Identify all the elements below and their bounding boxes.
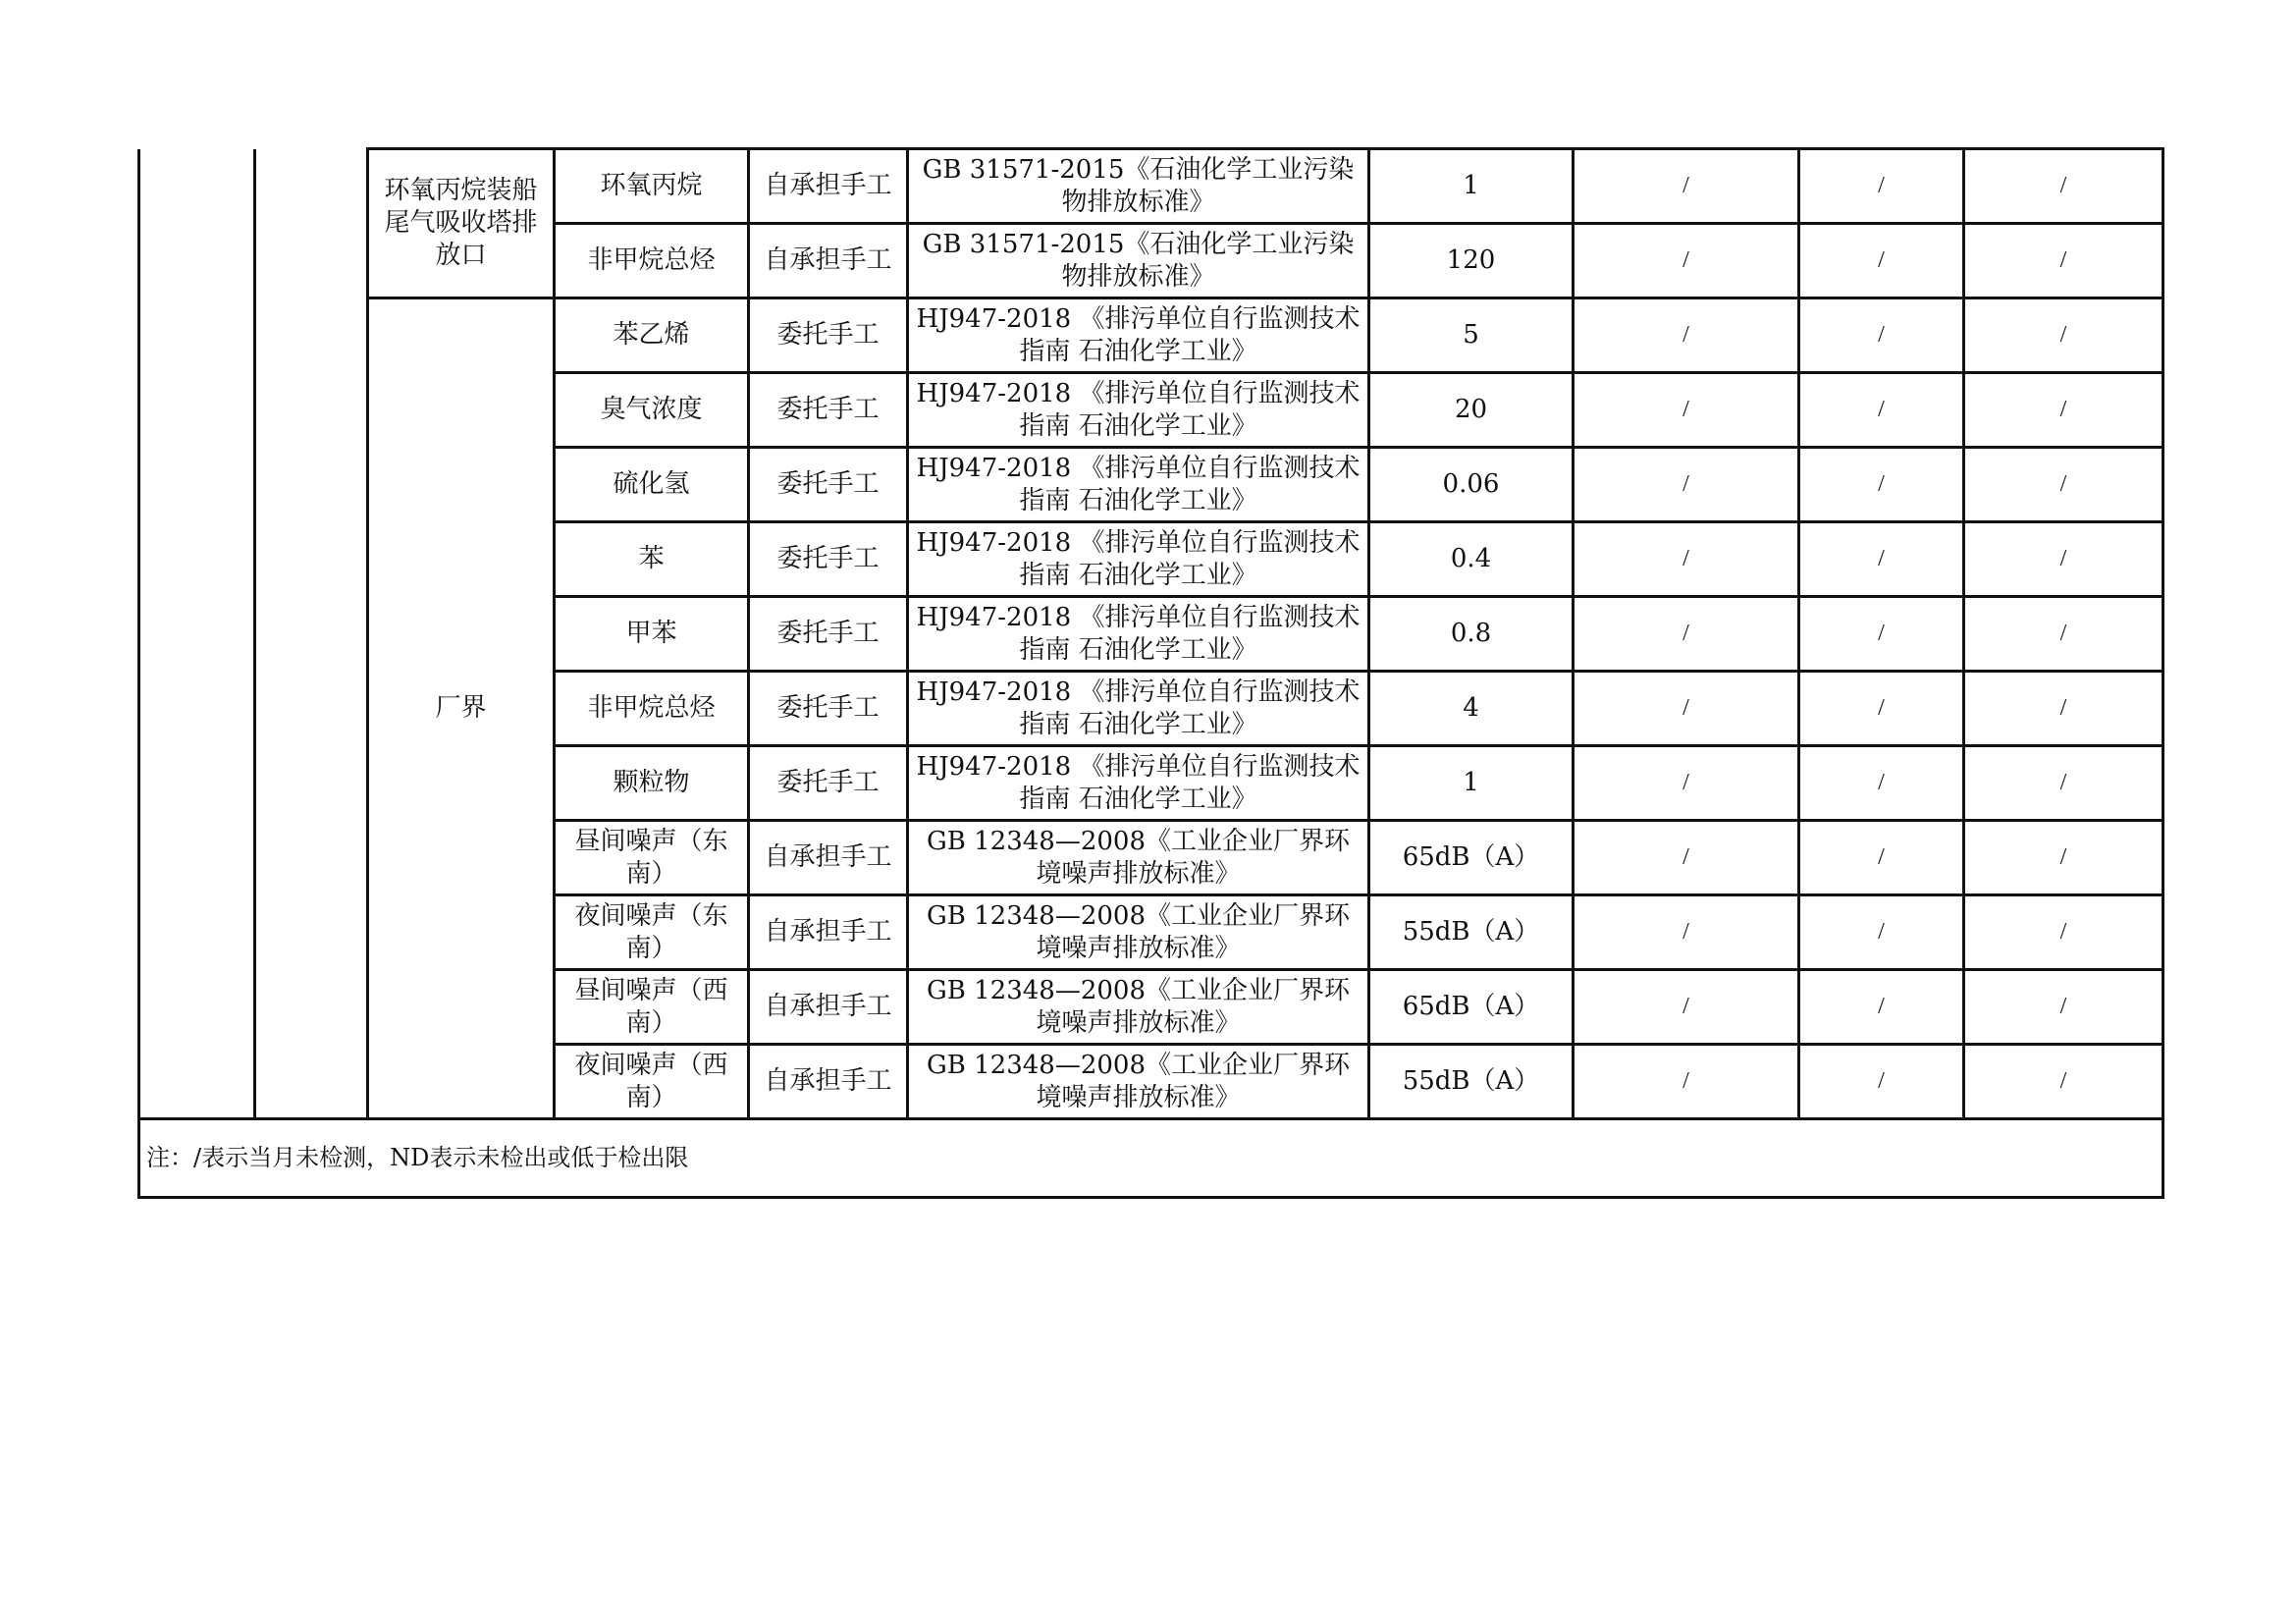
limit-value-cell: 55dB（A）: [1369, 1045, 1574, 1119]
monitoring-method-cell: 自承担手工: [749, 224, 908, 298]
result-cell: /: [1964, 522, 2163, 597]
pollutant-item-cell: 苯: [555, 522, 749, 597]
result-cell: /: [1799, 448, 1964, 522]
standard-reference-cell: GB 12348—2008《工业企业厂界环境噪声排放标准》: [908, 970, 1369, 1045]
result-cell: /: [1799, 1045, 1964, 1119]
standard-reference-cell: GB 12348—2008《工业企业厂界环境噪声排放标准》: [908, 895, 1369, 970]
result-cell: /: [1799, 522, 1964, 597]
pollutant-item-cell: 昼间噪声（西南）: [555, 970, 749, 1045]
monitoring-method-cell: 委托手工: [749, 746, 908, 821]
monitoring-method-cell: 自承担手工: [749, 895, 908, 970]
table-body: [139, 149, 2163, 1198]
pollutant-item-cell: 甲苯: [555, 597, 749, 672]
standard-reference-cell: HJ947-2018 《排污单位自行监测技术指南 石油化学工业》: [908, 672, 1369, 746]
result-cell: /: [1799, 149, 1964, 224]
result-cell: /: [1964, 448, 2163, 522]
result-cell: /: [1574, 373, 1799, 448]
result-cell: /: [1799, 373, 1964, 448]
limit-value-cell: 55dB（A）: [1369, 895, 1574, 970]
result-cell: /: [1574, 1045, 1799, 1119]
result-cell: /: [1574, 224, 1799, 298]
standard-reference-cell: GB 12348—2008《工业企业厂界环境噪声排放标准》: [908, 1045, 1369, 1119]
result-cell: /: [1574, 149, 1799, 224]
standard-reference-cell: HJ947-2018 《排污单位自行监测技术指南 石油化学工业》: [908, 373, 1369, 448]
monitoring-table: [137, 147, 2164, 1199]
monitoring-method-cell: 委托手工: [749, 298, 908, 373]
table-row: [139, 149, 2163, 224]
standard-reference-cell: HJ947-2018 《排污单位自行监测技术指南 石油化学工业》: [908, 298, 1369, 373]
monitoring-method-cell: 委托手工: [749, 522, 908, 597]
result-cell: /: [1964, 895, 2163, 970]
pollutant-item-cell: 硫化氢: [555, 448, 749, 522]
result-cell: /: [1574, 448, 1799, 522]
limit-value-cell: 20: [1369, 373, 1574, 448]
result-cell: /: [1574, 746, 1799, 821]
monitoring-point-cell: 环氧丙烷装船尾气吸收塔排放口: [368, 149, 555, 298]
monitoring-method-cell: 委托手工: [749, 672, 908, 746]
result-cell: /: [1964, 1045, 2163, 1119]
result-cell: /: [1799, 746, 1964, 821]
result-cell: /: [1964, 970, 2163, 1045]
standard-reference-cell: HJ947-2018 《排污单位自行监测技术指南 石油化学工业》: [908, 597, 1369, 672]
pollutant-item-cell: 非甲烷总烃: [555, 672, 749, 746]
result-cell: /: [1574, 597, 1799, 672]
result-cell: /: [1574, 522, 1799, 597]
limit-value-cell: 65dB（A）: [1369, 821, 1574, 895]
monitoring-method-cell: 委托手工: [749, 597, 908, 672]
result-cell: /: [1964, 149, 2163, 224]
table-row: [139, 298, 2163, 373]
pollutant-item-cell: 苯乙烯: [555, 298, 749, 373]
limit-value-cell: 0.06: [1369, 448, 1574, 522]
result-cell: /: [1574, 298, 1799, 373]
pollutant-item-cell: 环氧丙烷: [555, 149, 749, 224]
note-row: [139, 1119, 2163, 1198]
standard-reference-cell: HJ947-2018 《排污单位自行监测技术指南 石油化学工业》: [908, 746, 1369, 821]
result-cell: /: [1574, 970, 1799, 1045]
result-cell: /: [1799, 298, 1964, 373]
limit-value-cell: 0.8: [1369, 597, 1574, 672]
result-cell: /: [1574, 672, 1799, 746]
pollutant-item-cell: 夜间噪声（西南）: [555, 1045, 749, 1119]
result-cell: /: [1799, 895, 1964, 970]
limit-value-cell: 1: [1369, 149, 1574, 224]
result-cell: /: [1964, 298, 2163, 373]
result-cell: /: [1964, 224, 2163, 298]
result-cell: /: [1799, 970, 1964, 1045]
limit-value-cell: 0.4: [1369, 522, 1574, 597]
pollutant-item-cell: 非甲烷总烃: [555, 224, 749, 298]
result-cell: /: [1799, 224, 1964, 298]
limit-value-cell: 5: [1369, 298, 1574, 373]
result-cell: /: [1799, 672, 1964, 746]
pollutant-item-cell: 臭气浓度: [555, 373, 749, 448]
result-cell: /: [1964, 672, 2163, 746]
monitoring-method-cell: 自承担手工: [749, 821, 908, 895]
continued-category-cell: [139, 149, 255, 1119]
table-note: 注：/表示当月未检测，ND表示未检出或低于检出限: [139, 1119, 2163, 1198]
standard-reference-cell: HJ947-2018 《排污单位自行监测技术指南 石油化学工业》: [908, 522, 1369, 597]
pollutant-item-cell: 昼间噪声（东南）: [555, 821, 749, 895]
result-cell: /: [1799, 821, 1964, 895]
standard-reference-cell: GB 31571-2015《石油化学工业污染物排放标准》: [908, 149, 1369, 224]
result-cell: /: [1574, 821, 1799, 895]
pollutant-item-cell: 颗粒物: [555, 746, 749, 821]
limit-value-cell: 65dB（A）: [1369, 970, 1574, 1045]
result-cell: /: [1964, 746, 2163, 821]
monitoring-method-cell: 委托手工: [749, 373, 908, 448]
result-cell: /: [1964, 597, 2163, 672]
result-cell: /: [1574, 895, 1799, 970]
monitoring-point-cell: 厂界: [368, 298, 555, 1119]
result-cell: /: [1799, 597, 1964, 672]
limit-value-cell: 1: [1369, 746, 1574, 821]
standard-reference-cell: HJ947-2018 《排污单位自行监测技术指南 石油化学工业》: [908, 448, 1369, 522]
monitoring-method-cell: 自承担手工: [749, 1045, 908, 1119]
pollutant-item-cell: 夜间噪声（东南）: [555, 895, 749, 970]
limit-value-cell: 4: [1369, 672, 1574, 746]
document-sheet: [137, 147, 2164, 1199]
continued-category-cell: [255, 149, 368, 1119]
monitoring-method-cell: 委托手工: [749, 448, 908, 522]
standard-reference-cell: GB 12348—2008《工业企业厂界环境噪声排放标准》: [908, 821, 1369, 895]
result-cell: /: [1964, 821, 2163, 895]
monitoring-method-cell: 自承担手工: [749, 149, 908, 224]
limit-value-cell: 120: [1369, 224, 1574, 298]
monitoring-method-cell: 自承担手工: [749, 970, 908, 1045]
result-cell: /: [1964, 373, 2163, 448]
standard-reference-cell: GB 31571-2015《石油化学工业污染物排放标准》: [908, 224, 1369, 298]
